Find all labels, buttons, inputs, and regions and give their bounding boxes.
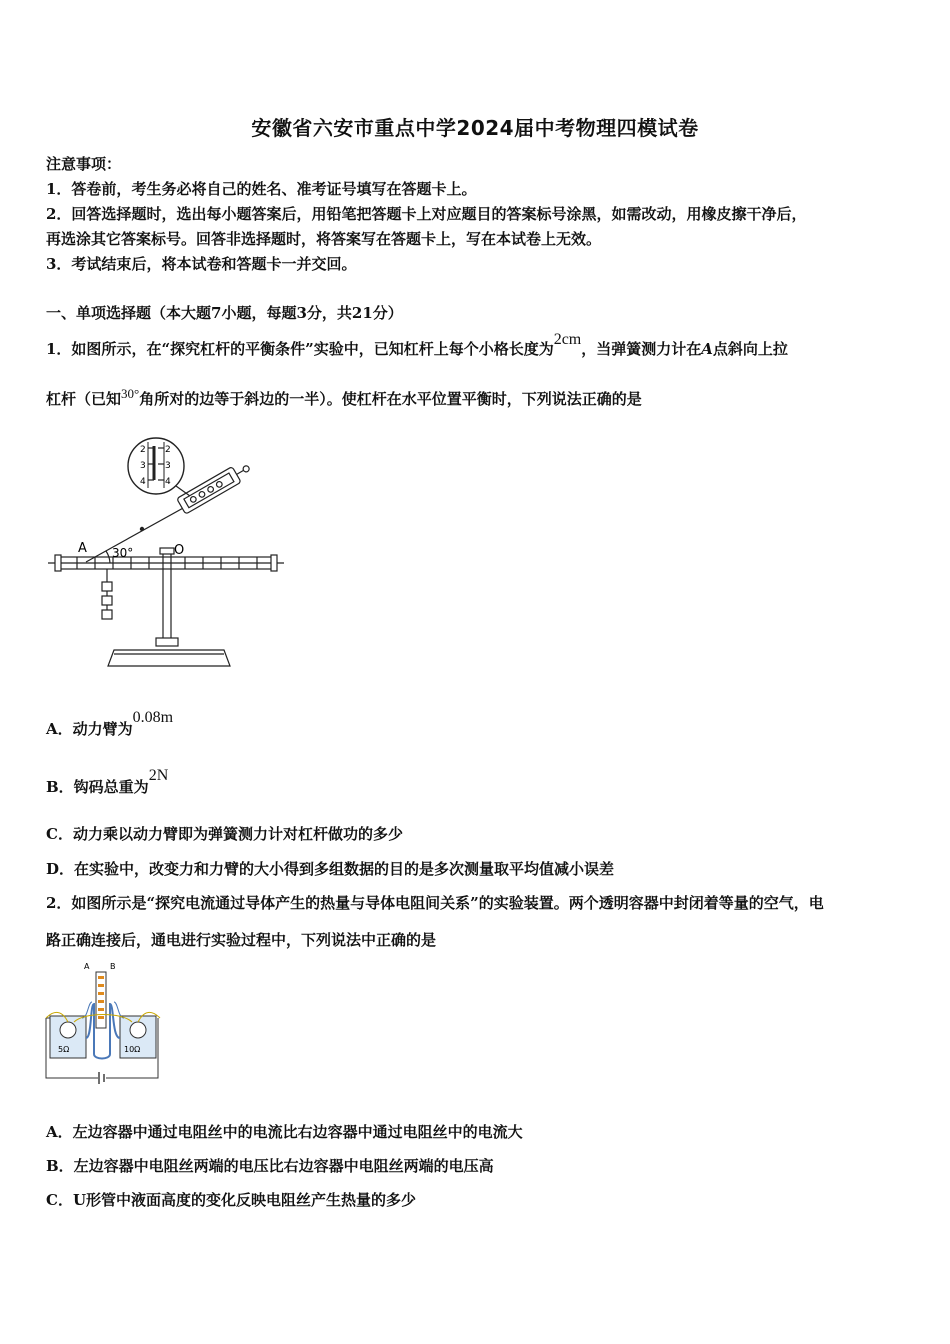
scale-number: 2 xyxy=(140,445,146,455)
tube-label-a: A xyxy=(84,962,90,971)
option-value: 0.08m xyxy=(132,709,174,726)
q1-option-d: D．在实验中，改变力和力臂的大小得到多组数据的目的是多次测量取平均值减小误差 xyxy=(46,860,615,878)
q2-option-a: A．左边容器中通过电阻丝中的电流比右边容器中通过电阻丝中的电流大 xyxy=(46,1123,523,1141)
q1-option-b xyxy=(46,767,169,797)
notes-heading: 注意事项： xyxy=(46,155,122,173)
tube-label-b: B xyxy=(110,962,116,971)
q1-angle: 30° xyxy=(121,386,140,401)
question-1-line-1 xyxy=(46,331,788,359)
page-title: 安徽省六安市重点中学2024届中考物理四模试卷 xyxy=(251,116,699,140)
q1-text: ，当弹簧测力计在 xyxy=(581,340,702,358)
scale-number: 4 xyxy=(140,477,146,487)
note-item: 3．考试结束后，将本试卷和答题卡一并交回。 xyxy=(46,255,357,273)
q1-text: 点斜向上拉 xyxy=(712,340,788,358)
note-item: 再选涂其它答案标号。回答非选择题时，将答案写在答题卡上，写在本试卷上无效。 xyxy=(46,230,602,248)
option-label: B．钩码总重为 xyxy=(46,778,149,796)
scale-number: 2 xyxy=(165,445,171,455)
circuit-figure xyxy=(44,958,164,1084)
option-value: 2N xyxy=(148,767,169,784)
right-resistor-label: 10Ω xyxy=(124,1045,141,1054)
q1-unit-length: 2cm xyxy=(553,331,582,348)
q1-text: 杠杆（已知 xyxy=(46,390,122,408)
q1-option-c: C．动力乘以动力臂即为弹簧测力计对杠杆做功的多少 xyxy=(46,825,403,843)
q1-option-a xyxy=(46,709,174,739)
lever-angle-label: 30° xyxy=(112,546,134,560)
scale-number: 3 xyxy=(140,461,146,471)
lever-label-a: A xyxy=(78,541,87,556)
note-item: 2．回答选择题时，选出每小题答案后，用铅笔把答题卡上对应题目的答案标号涂黑，如需改动，用橡皮擦干净后， xyxy=(46,205,807,223)
q1-text: 角所对的边等于斜边的一半）。使杠杆在水平位置平衡时，下列说法正确的是 xyxy=(139,390,642,408)
left-resistor-label: 5Ω xyxy=(58,1045,70,1054)
lever-figure xyxy=(44,426,294,678)
note-item: 1．答卷前，考生务必将自己的姓名、准考证号填写在答题卡上。 xyxy=(46,180,477,198)
scale-number: 4 xyxy=(165,477,171,487)
question-1-line-2 xyxy=(46,388,642,409)
question-2-line-2: 路正确连接后，通电进行实验过程中，下列说法中正确的是 xyxy=(46,931,437,949)
q2-option-c: C．U形管中液面高度的变化反映电阻丝产生热量的多少 xyxy=(46,1191,417,1209)
section-heading: 一、单项选择题（本大题7小题，每题3分，共21分） xyxy=(46,304,403,322)
scale-number: 3 xyxy=(165,461,171,471)
option-label: A．动力臂为 xyxy=(46,720,133,738)
q2-option-b: B．左边容器中电阻丝两端的电压比右边容器中电阻丝两端的电压高 xyxy=(46,1157,494,1175)
q1-point: A xyxy=(701,340,713,358)
q1-text: 1．如图所示，在“探究杠杆的平衡条件”实验中，已知杠杆上每个小格长度为 xyxy=(46,340,554,358)
question-2-line-1: 2．如图所示是“探究电流通过导体产生的热量与导体电阻间关系”的实验装置。两个透明容器中封闭着等量的空气，电 xyxy=(46,894,824,912)
lever-label-o: O xyxy=(174,543,185,558)
